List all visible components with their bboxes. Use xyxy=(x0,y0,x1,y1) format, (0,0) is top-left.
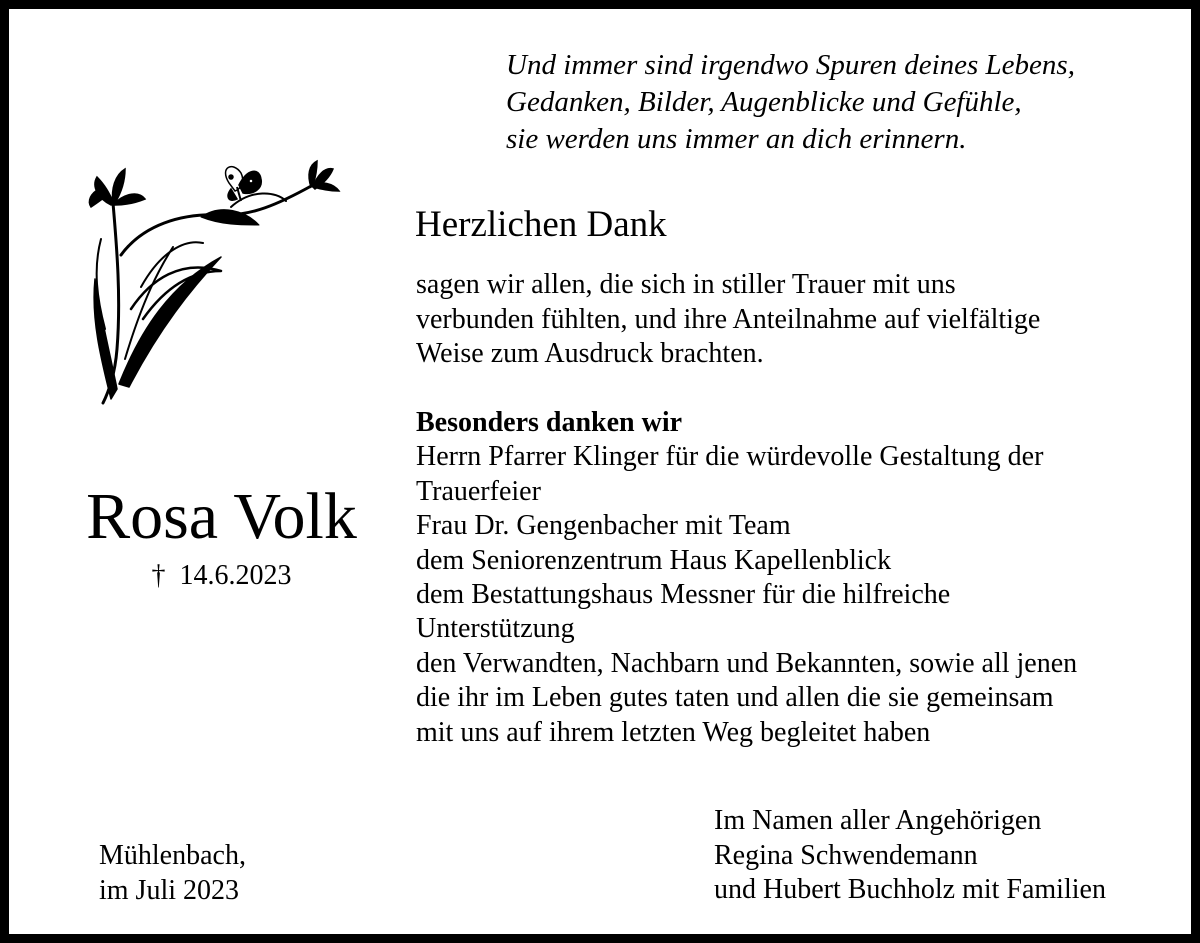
motto-line: sie werden uns immer an dich erinnern. xyxy=(506,123,967,155)
special-line: Herrn Pfarrer Klinger für die würdevolle Gestaltung der xyxy=(416,441,1044,473)
special-line: den Verwandten, Nachbarn und Bekannten, sowie all jenen xyxy=(416,647,1078,679)
body-line: Weise zum Ausdruck brachten. xyxy=(416,338,764,369)
special-line: mit uns auf ihrem letzten Weg begleitet haben xyxy=(416,716,931,748)
thanks-body xyxy=(416,268,1040,372)
signature-line: Regina Schwendemann xyxy=(714,839,978,871)
death-date-line xyxy=(49,558,394,594)
place-line: Mühlenbach, xyxy=(99,840,246,871)
death-date: 14.6.2023 xyxy=(179,560,292,591)
signature-line: und Hubert Buchholz mit Familien xyxy=(714,874,1106,905)
lily-flower-with-butterfly-icon xyxy=(81,159,343,409)
special-line: dem Seniorenzentrum Haus Kapellenblick xyxy=(416,544,892,576)
body-line: sagen wir allen, die sich in stiller Trauer mit uns xyxy=(416,269,956,300)
thanks-heading: Herzlichen Dank xyxy=(415,204,667,245)
place-and-date xyxy=(99,839,246,908)
special-line: dem Bestattungshaus Messner für die hilfreiche xyxy=(416,579,951,611)
motto-verse xyxy=(506,47,1075,158)
cross-icon: † xyxy=(151,560,166,591)
special-line: Unterstützung xyxy=(416,613,575,645)
motto-line: Gedanken, Bilder, Augenblicke und Gefühle, xyxy=(506,86,1022,118)
date-line: im Juli 2023 xyxy=(99,874,240,906)
signature-block xyxy=(714,804,1106,908)
special-thanks-heading: Besonders danken wir xyxy=(416,407,683,438)
motto-line: Und immer sind irgendwo Spuren deines Lebens, xyxy=(506,49,1075,81)
special-line: die ihr im Leben gutes taten und allen die sie gemeinsam xyxy=(416,682,1054,714)
special-line: Frau Dr. Gengenbacher mit Team xyxy=(416,510,791,542)
deceased-name: Rosa Volk xyxy=(86,480,357,553)
signature-line: Im Namen aller Angehörigen xyxy=(714,805,1042,836)
special-thanks xyxy=(416,406,1077,750)
body-line: verbunden fühlten, und ihre Anteilnahme auf vielfältige xyxy=(416,303,1041,335)
special-line: Trauerfeier xyxy=(416,475,541,507)
